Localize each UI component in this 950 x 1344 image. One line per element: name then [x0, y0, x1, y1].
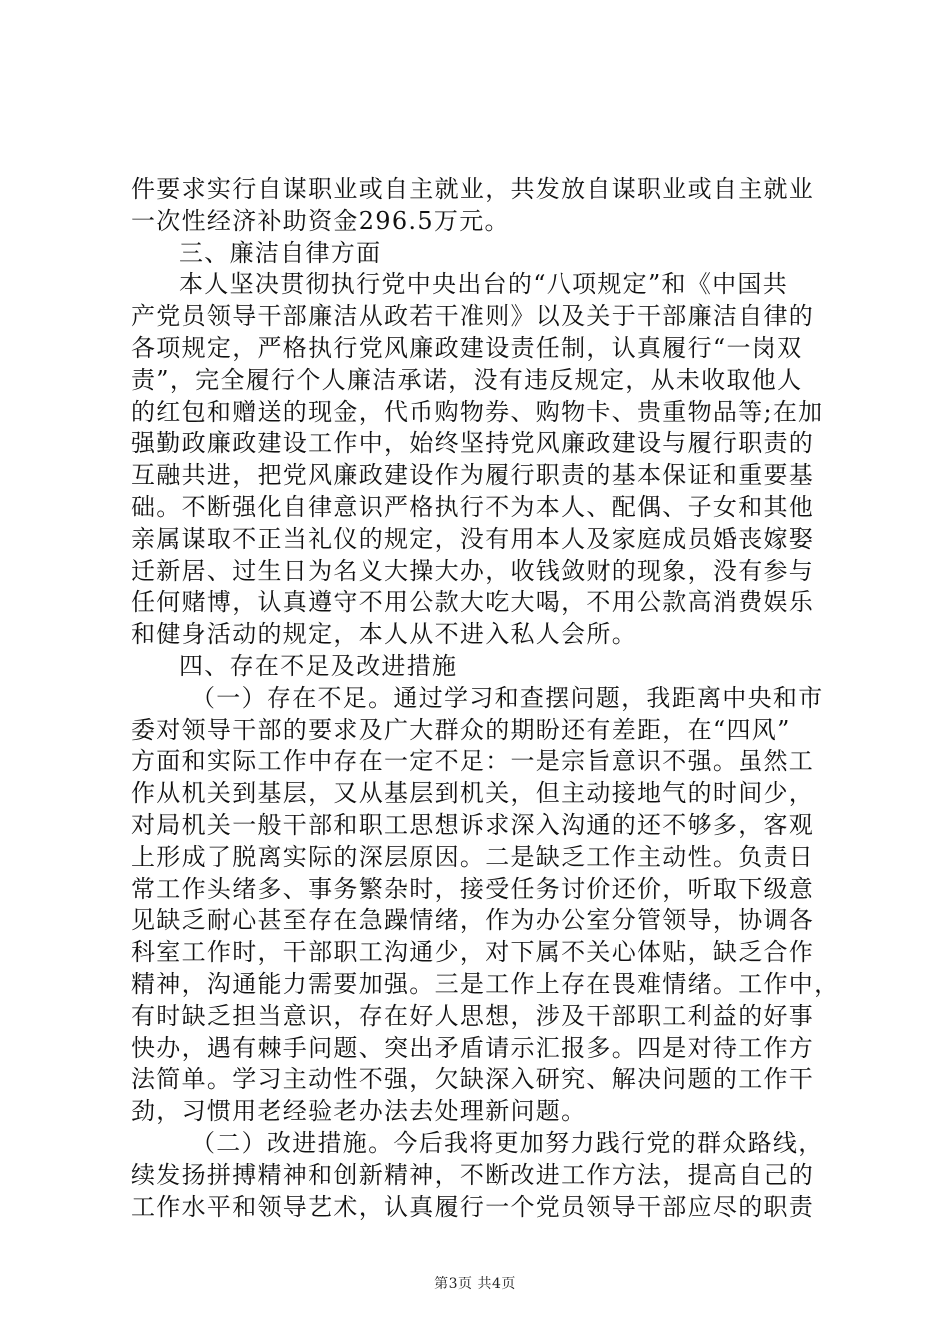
text-line: 亲属谋取不正当礼仪的规定，没有用本人及家庭成员婚丧嫁娶	[131, 524, 815, 553]
text-line: 强勤政廉政建设工作中，始终坚持党风廉政建设与履行职责的	[131, 429, 815, 458]
text-line: 迁新居、过生日为名义大操大办，收钱敛财的现象，没有参与	[131, 556, 815, 585]
text-line: （二）改进措施。今后我将更加努力践行党的群众路线，	[191, 1128, 824, 1157]
text-line: 上形成了脱离实际的深层原因。二是缺乏工作主动性。负责日	[131, 842, 815, 871]
text-line: 础。不断强化自律意识严格执行不为本人、配偶、子女和其他	[131, 492, 815, 521]
text-line: 责”，完全履行个人廉洁承诺，没有违反规定，从未收取他人	[131, 365, 803, 394]
text-line: 劲，习惯用老经验老办法去处理新问题。	[131, 1097, 587, 1126]
text-line: 各项规定，严格执行党风廉政建设责任制，认真履行“一岗双	[131, 333, 803, 362]
text-line: 有时缺乏担当意识，存在好人思想，涉及干部职工利益的好事	[131, 1001, 815, 1030]
text-line: （一）存在不足。通过学习和查摆问题，我距离中央和市	[191, 683, 824, 712]
text-line: 续发扬拼搏精神和创新精神，不断改进工作方法，提高自己的	[131, 1160, 815, 1189]
text-line: 快办，遇有棘手问题、突出矛盾请示汇报多。四是对待工作方	[131, 1033, 815, 1062]
text-line: 本人坚决贯彻执行党中央出台的“八项规定”和《中国共	[179, 270, 789, 299]
text-line: 任何赌博，认真遵守不用公款大吃大喝，不用公款高消费娱乐	[131, 588, 815, 617]
text-line: 委对领导干部的要求及广大群众的期盼还有差距，在“四风”	[131, 715, 791, 744]
text-line: 的红包和赠送的现金，代币购物券、购物卡、贵重物品等;在加	[131, 397, 824, 426]
text-line: 精神，沟通能力需要加强。三是工作上存在畏难情绪。工作中，	[131, 969, 840, 998]
text-line: 件要求实行自谋职业或自主就业，共发放自谋职业或自主就业	[131, 175, 815, 203]
text-line: 一次性经济补助资金296.5万元。	[131, 206, 510, 235]
text-line: 互融共进，把党风廉政建设作为履行职责的基本保证和重要基	[131, 461, 815, 490]
page-footer: 第3页 共4页	[434, 1276, 516, 1292]
text-line: 方面和实际工作中存在一定不足：一是宗旨意识不强。虽然工	[131, 747, 815, 776]
text-line: 见缺乏耐心甚至存在急躁情绪，作为办公室分管领导，协调各	[131, 906, 815, 935]
text-line: 工作水平和领导艺术，认真履行一个党员领导干部应尽的职责	[131, 1192, 815, 1221]
text-line: 作从机关到基层，又从基层到机关，但主动接地气的时间少，	[131, 779, 815, 808]
text-line: 三、廉洁自律方面	[179, 238, 382, 267]
text-line: 常工作头绪多、事务繁杂时，接受任务讨价还价，听取下级意	[131, 874, 815, 903]
text-line: 法简单。学习主动性不强，欠缺深入研究、解决问题的工作干	[131, 1065, 815, 1094]
text-line: 对局机关一般干部和职工思想诉求深入沟通的还不够多，客观	[131, 810, 815, 839]
text-line: 科室工作时，干部职工沟通少，对下属不关心体贴，缺乏合作	[131, 938, 815, 967]
text-line: 产党员领导干部廉洁从政若干准则》以及关于干部廉洁自律的	[131, 302, 815, 331]
text-line: 四、存在不足及改进措施	[179, 651, 458, 680]
text-line: 和健身活动的规定，本人从不进入私人会所。	[131, 620, 637, 649]
document-body	[131, 174, 840, 1223]
